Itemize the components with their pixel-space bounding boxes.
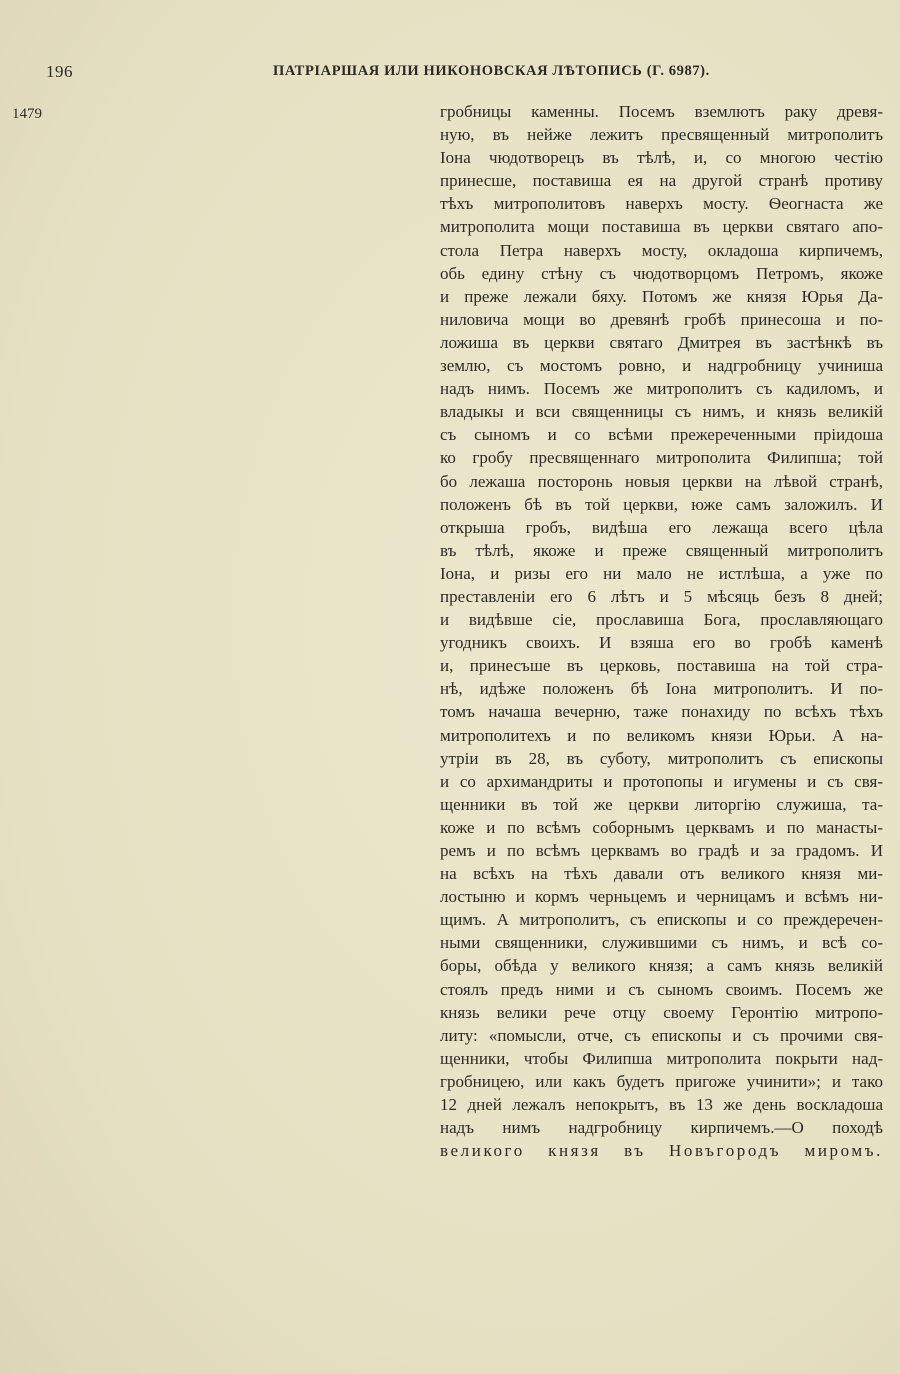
text-line: ными священники, служившими съ нимъ, и всѣ со-	[440, 933, 883, 953]
text-line: Іона, и ризы его ни мало не истлѣша, а уже по	[440, 563, 883, 583]
text-line: и видѣвше сіе, прославиша Бога, прославляющаго	[440, 610, 883, 630]
text-line: открыша гробъ, видѣша его лежаща всего цѣла	[440, 517, 883, 537]
text-line: ниловича мощи во древянѣ гробѣ принесоша и по-	[440, 309, 883, 329]
running-title: ПАТРІАРШАЯ ИЛИ НИКОНОВСКАЯ ЛѢТОПИСЬ (Г. 6987).	[273, 63, 710, 79]
text-line: митрополита мощи поставиша въ церкви святаго апо-	[440, 217, 883, 237]
text-line: коже и по всѣмъ соборнымъ церквамъ и по манасты-	[440, 817, 883, 837]
margin-year: 1479	[12, 106, 42, 122]
body-text-column	[440, 100, 883, 1162]
text-line: ремъ и по всѣмъ церквамъ во градѣ и за градомъ. И	[440, 841, 883, 860]
text-line: тѣхъ митрополитовъ наверхъ мосту. Ѳеогнаста же	[440, 194, 883, 214]
text-line: князь велики рече отцу своему Геронтію митропо-	[440, 1002, 883, 1022]
text-line: угодникъ своихъ. И взяша его во гробѣ каменѣ	[440, 633, 883, 653]
text-line: обь едину стѣну съ чюдотворцомъ Петромъ, якоже	[440, 263, 883, 283]
text-line: Іона чюдотворецъ въ тѣлѣ, и, со многою честію	[440, 148, 883, 168]
text-line: щенники въ той же церкви литоргію служиша, та-	[440, 794, 883, 814]
text-line: положенъ бѣ въ той церкви, юже самъ заложилъ. И	[440, 494, 883, 514]
text-line: ложиша въ церкви святаго Дмитрея въ застѣнкѣ въ	[440, 332, 883, 352]
text-line: гробницы каменны. Посемъ вземлютъ раку древя-	[440, 102, 883, 121]
text-line: бо лежаша посторонь новыя церкви на лѣвой странѣ,	[440, 471, 883, 491]
text-line: и, принесъше въ церковь, поставиша на той стра-	[440, 656, 883, 676]
text-line: щимъ. А митрополитъ, съ епископы и со преждеречен-	[440, 910, 883, 930]
text-line: стола Петра наверхъ мосту, окладоша кирпичемъ,	[440, 240, 883, 260]
text-line: землю, съ мостомъ ровно, и надгробницу учиниша	[440, 356, 883, 376]
text-line: въ тѣлѣ, якоже и преже священный митрополитъ	[440, 540, 883, 560]
page-number: 196	[46, 62, 73, 81]
text-line: ко гробу пресвященнаго митрополита Филипша; той	[440, 448, 883, 468]
text-line: великого князя въ Новъгородъ миромъ.	[440, 1141, 883, 1161]
text-line: надъ нимъ надгробницу кирпичемъ.—О походѣ	[440, 1118, 883, 1138]
text-line: 12 дней лежалъ непокрытъ, въ 13 же день воскладоша	[440, 1095, 883, 1115]
text-line: митрополитехъ и по великомъ князи Юрьи. А на-	[440, 725, 883, 745]
text-line: владыкы и вси священницы съ нимъ, и князь великій	[440, 402, 883, 422]
text-line: нѣ, идѣже положенъ бѣ Іона митрополитъ. И по-	[440, 679, 883, 699]
text-line: утріи въ 28, въ суботу, митрополитъ съ епископы	[440, 748, 883, 768]
text-line: преставленіи его 6 лѣтъ и 5 мѣсяць безъ 8 дней;	[440, 586, 883, 606]
text-line: съ сыномъ и со всѣми прежереченными пріидоша	[440, 425, 883, 445]
text-line: ную, въ нейже лежитъ пресвященный митрополитъ	[440, 125, 883, 145]
text-line: стоялъ предъ ними и съ сыномъ своимъ. Посемъ же	[440, 979, 883, 999]
text-line: и со архимандриты и протопопы и игумены и съ свя-	[440, 771, 883, 791]
text-line: гробницею, или какъ будетъ пригоже учинити»; и тако	[440, 1071, 883, 1091]
text-line: боры, обѣда у великого князя; а самъ князь великій	[440, 956, 883, 976]
text-line: и преже лежали бяху. Потомъ же князя Юрья Да-	[440, 286, 883, 306]
text-line: литу: «помысли, отче, съ епископы и съ прочими свя-	[440, 1025, 883, 1045]
text-line: лостыню и кормъ черньцемъ и черницамъ и всѣмъ ни-	[440, 887, 883, 907]
text-line: на всѣхъ на тѣхъ давали отъ великого князя ми-	[440, 864, 883, 884]
text-line: томъ начаша вечерню, таже понахиду по всѣхъ тѣхъ	[440, 702, 883, 722]
text-line: надъ нимъ. Посемъ же митрополитъ съ кадиломъ, и	[440, 379, 883, 399]
text-line: щенники, чтобы Филипша митрополита покрыти над-	[440, 1048, 883, 1068]
text-line: принесше, поставиша ея на другой странѣ противу	[440, 171, 883, 191]
